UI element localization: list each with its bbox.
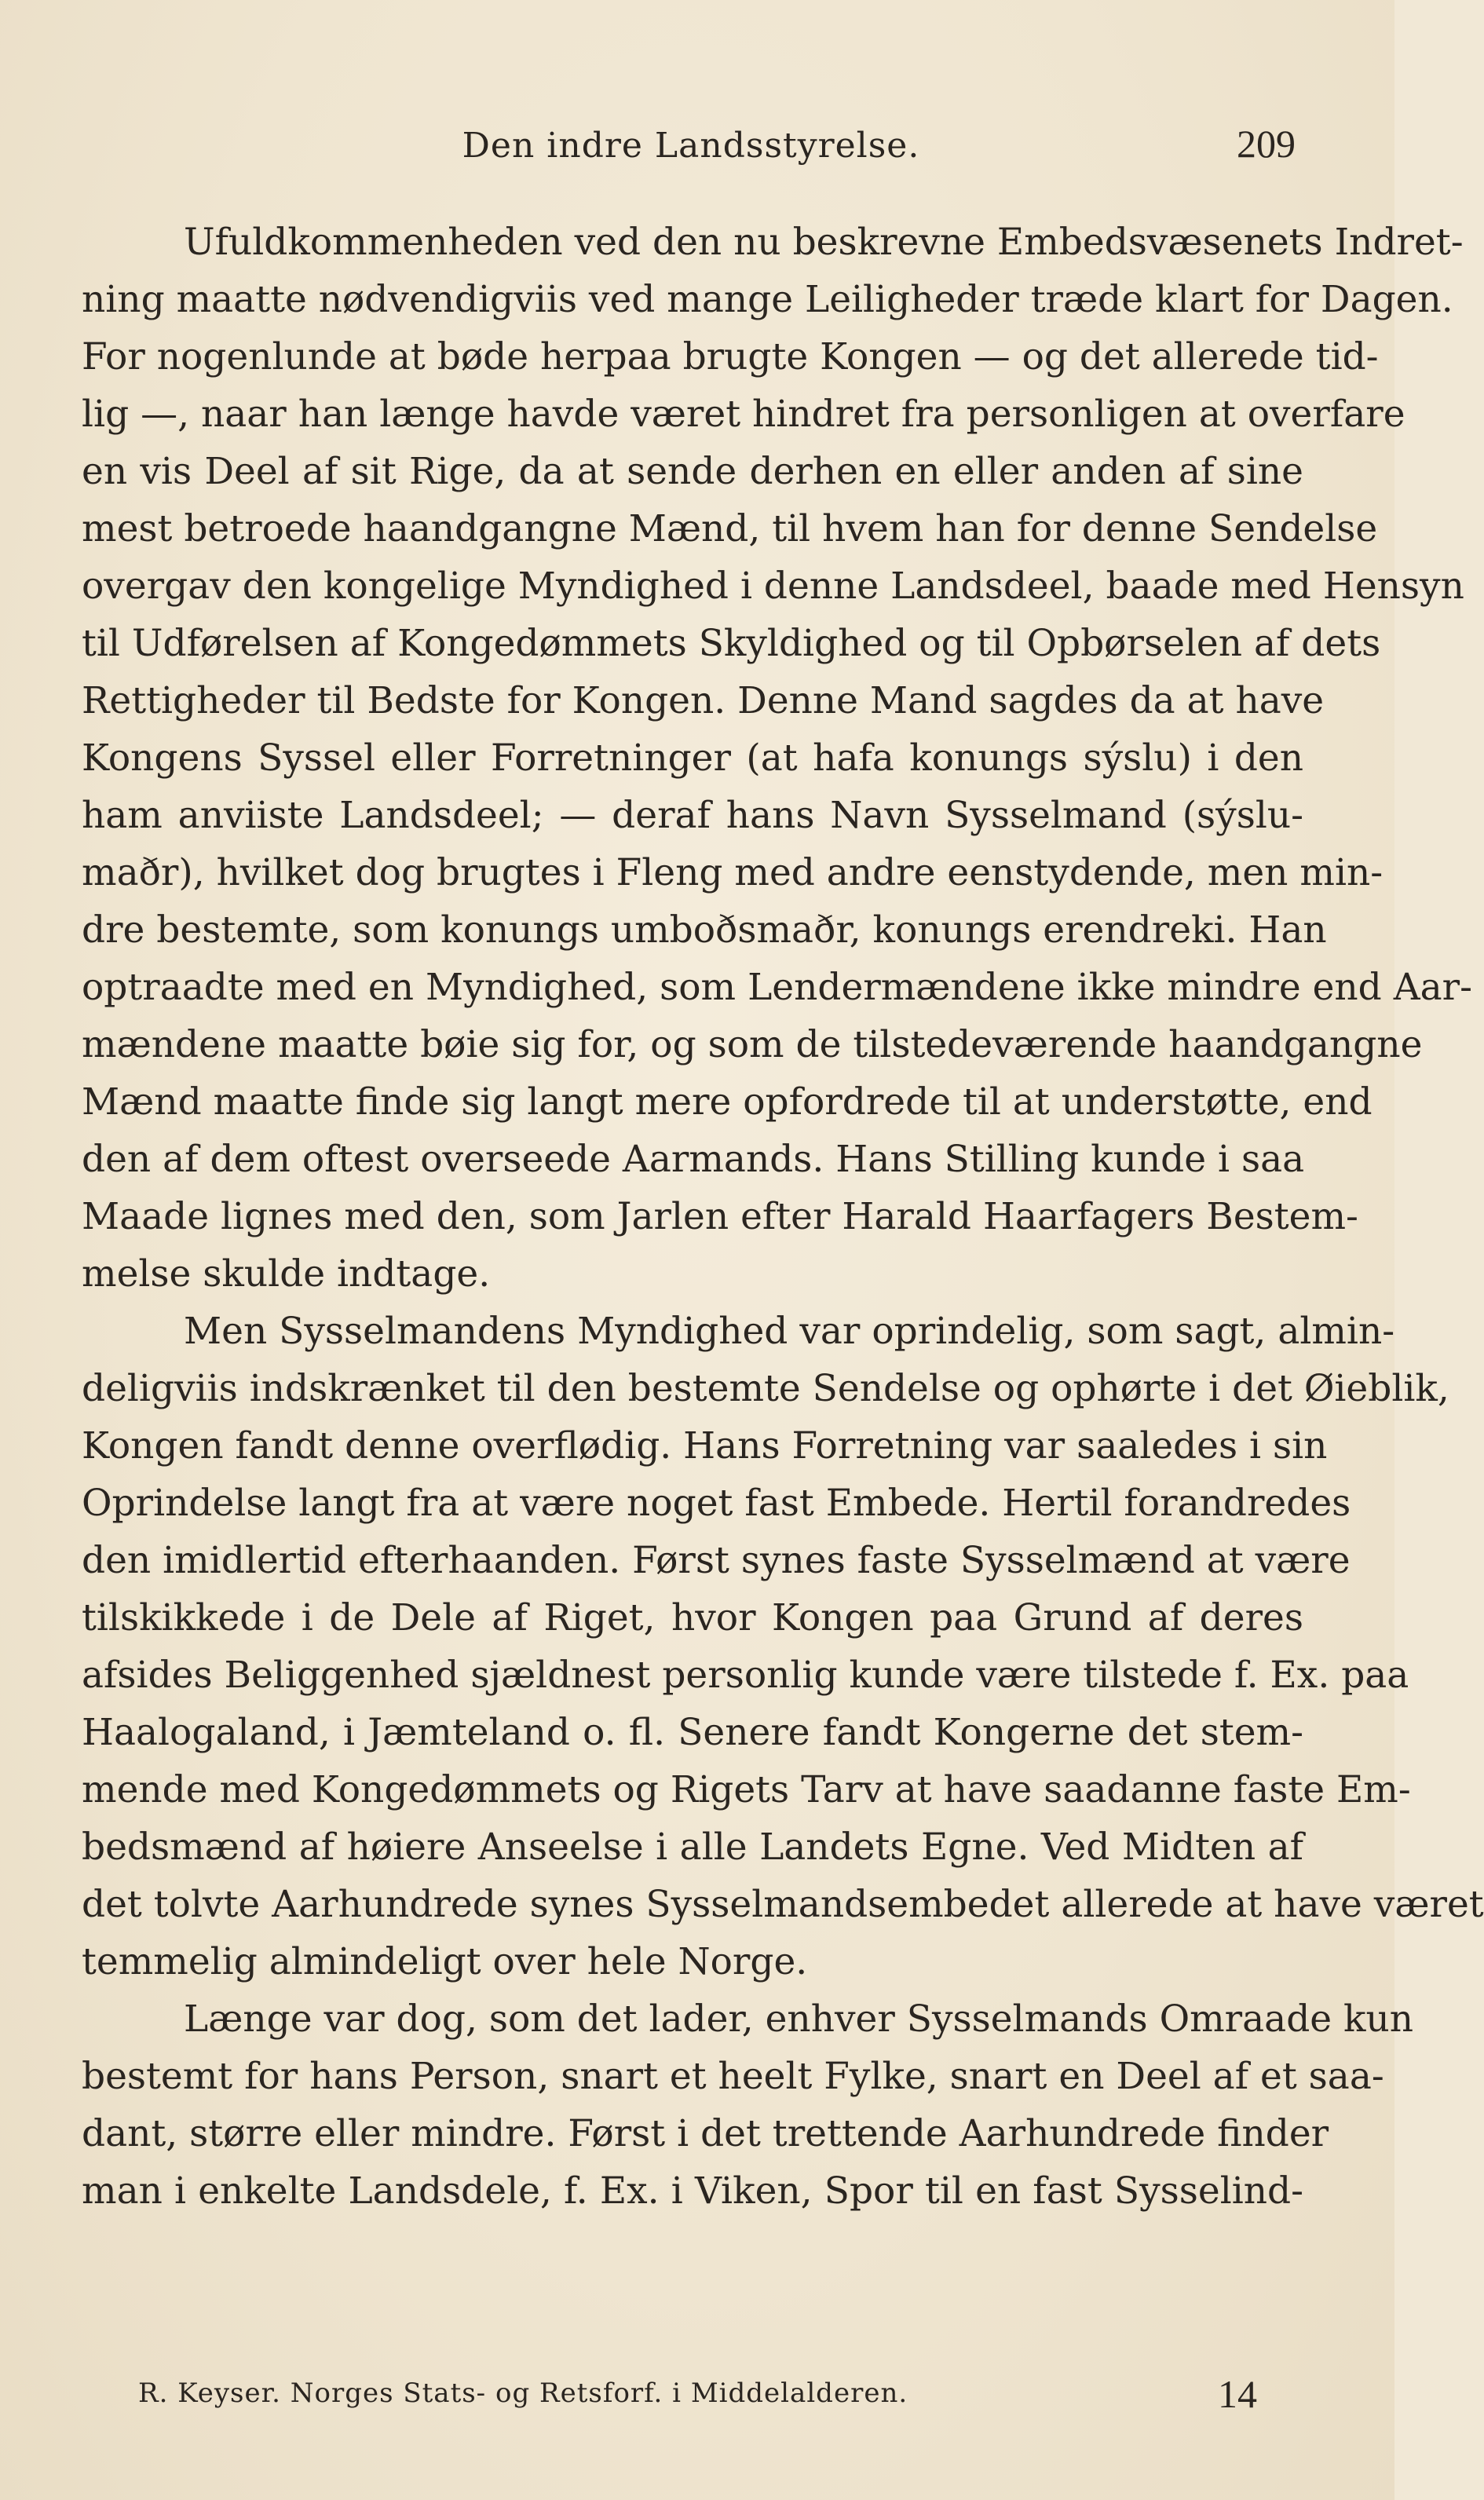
text-line: den af dem oftest overseede Aarmands. Hans Stilling kunde i saa <box>82 1138 1305 1181</box>
text-line: Haalogaland, i Jæmteland o. fl. Senere fandt Kongerne det stem- <box>82 1711 1303 1754</box>
text-line: ham anviiste Landsdeel; — deraf hans Navn Sysselmand (sýslu- <box>82 794 1303 837</box>
text-line: ning maatte nødvendigviis ved mange Leiligheder træde klart for Dagen. <box>82 278 1453 321</box>
text-line: deligviis indskrænket til den bestemte Sendelse og ophørte i det Øieblik, <box>82 1367 1449 1410</box>
text-line: For nogenlunde at bøde herpaa brugte Kongen — og det allerede tid- <box>82 335 1379 378</box>
text-line: lig —, naar han længe havde været hindret fra personligen at overfare <box>82 393 1405 436</box>
text-line: dre bestemte, som konungs umboðsmaðr, konungs erendreki. Han <box>82 908 1327 952</box>
text-line: Mænd maatte finde sig langt mere opfordrede til at understøtte, end <box>82 1080 1373 1124</box>
text-line: temmelig almindeligt over hele Norge. <box>82 1940 808 1983</box>
text-line: til Udførelsen af Kongedømmets Skyldighed og til Opbørselen af dets <box>82 622 1381 665</box>
text-line: Men Sysselmandens Myndighed var oprindelig, som sagt, almin- <box>184 1310 1395 1353</box>
text-line: Kongens Syssel eller Forretninger (at hafa konungs sýslu) i den <box>82 736 1303 780</box>
text-line: bestemt for hans Person, snart et heelt Fylke, snart en Deel af et saa- <box>82 2055 1384 2098</box>
imprint-line: R. Keyser. Norges Stats- og Retsforf. i Middelalderen. <box>138 2378 908 2409</box>
text-line: Kongen fandt denne overflødig. Hans Forretning var saaledes i sin <box>82 1424 1328 1467</box>
text-line: det tolvte Aarhundrede synes Sysselmandsembedet allerede at have været <box>82 1883 1484 1926</box>
running-title: Den indre Landsstyrelse. <box>462 126 920 166</box>
running-head <box>79 122 1303 173</box>
text-line: tilskikkede i de Dele af Riget, hvor Kongen paa Grund af deres <box>82 1596 1303 1639</box>
signature-mark: 14 <box>1218 2372 1257 2416</box>
text-line: mest betroede haandgangne Mænd, til hvem han for denne Sendelse <box>82 507 1378 550</box>
text-line: bedsmænd af høiere Anseelse i alle Landets Egne. Ved Midten af <box>82 1826 1303 1869</box>
body-text <box>82 214 1484 2220</box>
text-line: man i enkelte Landsdele, f. Ex. i Viken, Spor til en fast Sysselind- <box>82 2169 1303 2213</box>
text-line: optraadte med en Myndighed, som Lendermændene ikke mindre end Aar- <box>82 966 1473 1009</box>
text-line: afsides Beliggenhed sjældnest personlig kunde være tilstede f. Ex. paa <box>82 1654 1409 1697</box>
text-line: mændene maatte bøie sig for, og som de tilstedeværende haandgangne <box>82 1023 1423 1066</box>
text-line: melse skulde indtage. <box>82 1252 491 1296</box>
text-line: Maade lignes med den, som Jarlen efter Harald Haarfagers Bestem- <box>82 1195 1358 1238</box>
page-number: 209 <box>1237 122 1296 166</box>
text-line: den imidlertid efterhaanden. Først synes faste Sysselmænd at være <box>82 1539 1351 1582</box>
text-line: en vis Deel af sit Rige, da at sende derhen en eller anden af sine <box>82 450 1303 493</box>
text-line: overgav den kongelige Myndighed i denne Landsdeel, baade med Hensyn <box>82 565 1464 608</box>
text-line: mende med Kongedømmets og Rigets Tarv at have saadanne faste Em- <box>82 1768 1411 1811</box>
text-line: Rettigheder til Bedste for Kongen. Denne Mand sagdes da at have <box>82 679 1325 722</box>
page-footer <box>138 2372 1257 2425</box>
text-line: Oprindelse langt fra at være noget fast Embede. Hertil forandredes <box>82 1482 1351 1525</box>
text-line: dant, større eller mindre. Først i det trettende Aarhundrede finder <box>82 2112 1329 2155</box>
text-line: Ufuldkommenheden ved den nu beskrevne Embedsvæsenets Indret- <box>184 221 1464 264</box>
text-line: maðr), hvilket dog brugtes i Fleng med andre eenstydende, men min- <box>82 851 1383 894</box>
text-line: Længe var dog, som det lader, enhver Sysselmands Omraade kun <box>184 1997 1414 2041</box>
